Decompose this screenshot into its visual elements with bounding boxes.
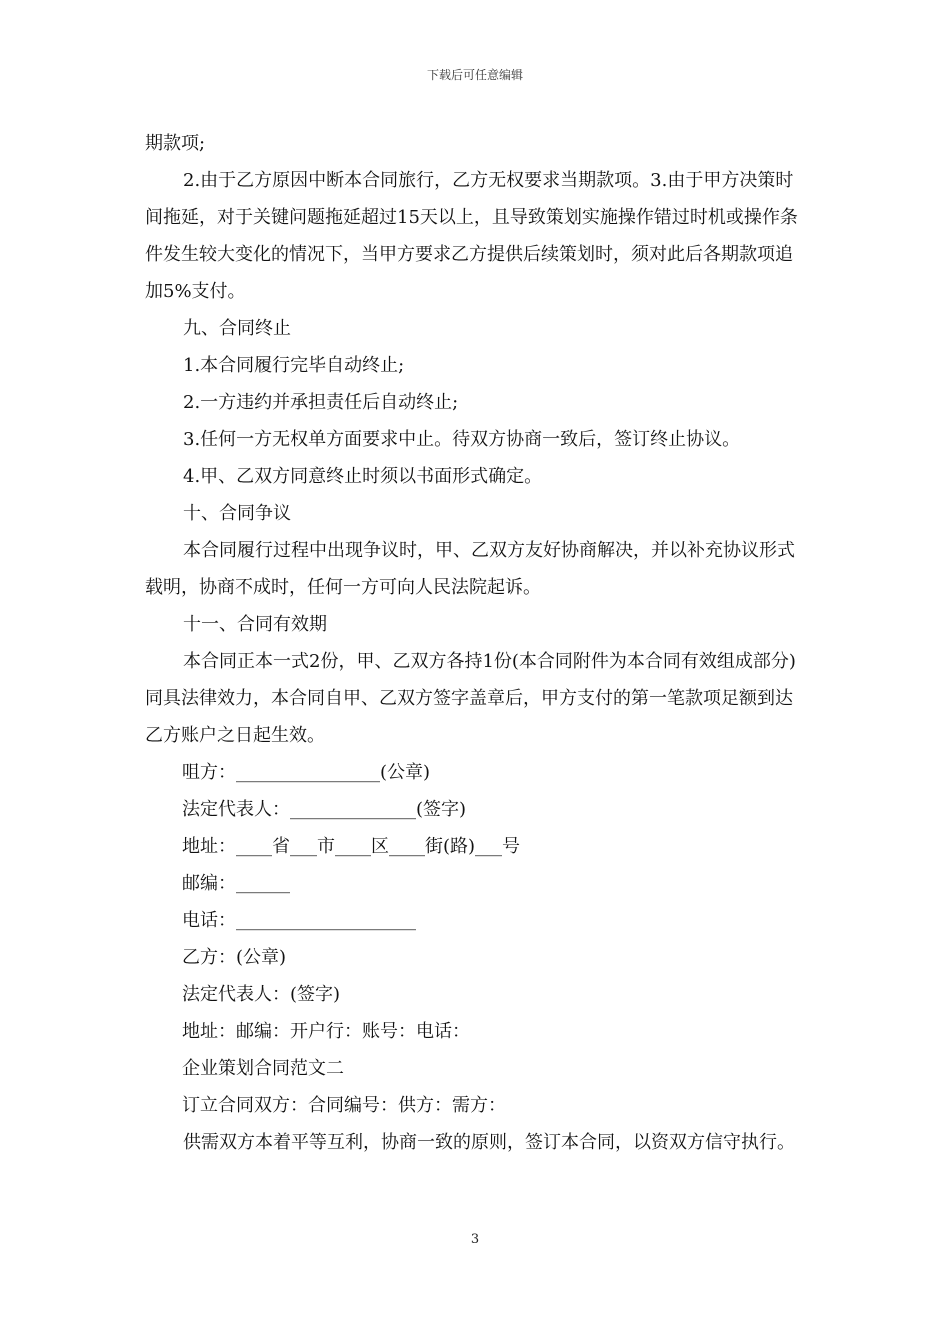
paragraph-continuation: 期款项; <box>145 133 206 154</box>
template-2-title: 企业策划合同范文二 <box>182 1058 344 1079</box>
validity-paragraph: 本合同正本一式2份，甲、乙双方各持1份(本合同附件为本合同有效组成部分)同具法律效力，本合同自甲、乙双方签字盖章后，甲方支付的第一笔款项足额到达乙方账户之日起生效。 <box>145 651 796 746</box>
section-heading-dispute: 十、合同争议 <box>183 503 291 524</box>
template-2-parties: 订立合同双方：合同编号：供方：需方： <box>182 1095 506 1116</box>
termination-item-4: 4.甲、乙双方同意终止时须以书面形式确定。 <box>183 466 543 487</box>
termination-item-1: 1.本合同履行完毕自动终止; <box>183 355 405 376</box>
page-header-note: 下载后可任意编辑 <box>426 68 523 82</box>
termination-item-3: 3.任何一方无权单方面要求中止。待双方协商一致后，签订终止协议。 <box>183 429 741 450</box>
party-a-line: 咀方：________________(公章) <box>182 762 431 783</box>
party-b-representative: 法定代表人：(签字) <box>182 984 341 1005</box>
section-heading-validity: 十一、合同有效期 <box>183 614 327 635</box>
dispute-paragraph: 本合同履行过程中出现争议时，甲、乙双方友好协商解决，并以补充协议形式载明，协商不成时，任何一方可向人民法院起诉。 <box>145 540 795 598</box>
document-body <box>145 125 810 1161</box>
page-number: 3 <box>470 1232 480 1247</box>
party-a-zip: 邮编：______ <box>182 873 290 894</box>
party-b-line: 乙方：(公章) <box>182 947 287 968</box>
termination-item-2: 2.一方违约并承担责任后自动终止; <box>183 392 459 413</box>
template-2-intro: 供需双方本着平等互利，协商一致的原则，签订本合同，以资双方信守执行。 <box>183 1132 795 1153</box>
paragraph-payment-terms: 2.由于乙方原因中断本合同旅行，乙方无权要求当期款项。3.由于甲方决策时间拖延，对于关键问题拖延超过15天以上，且导致策划实施操作错过时机或操作条件发生较大变化的情况下，当甲方要求乙方提供后续策划时，须对此后各期款项追加5%支付。 <box>145 170 798 302</box>
party-a-representative: 法定代表人：______________(签字) <box>182 799 467 820</box>
party-a-phone: 电话：____________________ <box>182 910 416 931</box>
section-heading-termination: 九、合同终止 <box>183 318 291 339</box>
party-b-details: 地址：邮编：开户行：账号：电话： <box>182 1021 470 1042</box>
party-a-address: 地址：____省___市____区____街(路)___号 <box>182 836 521 857</box>
